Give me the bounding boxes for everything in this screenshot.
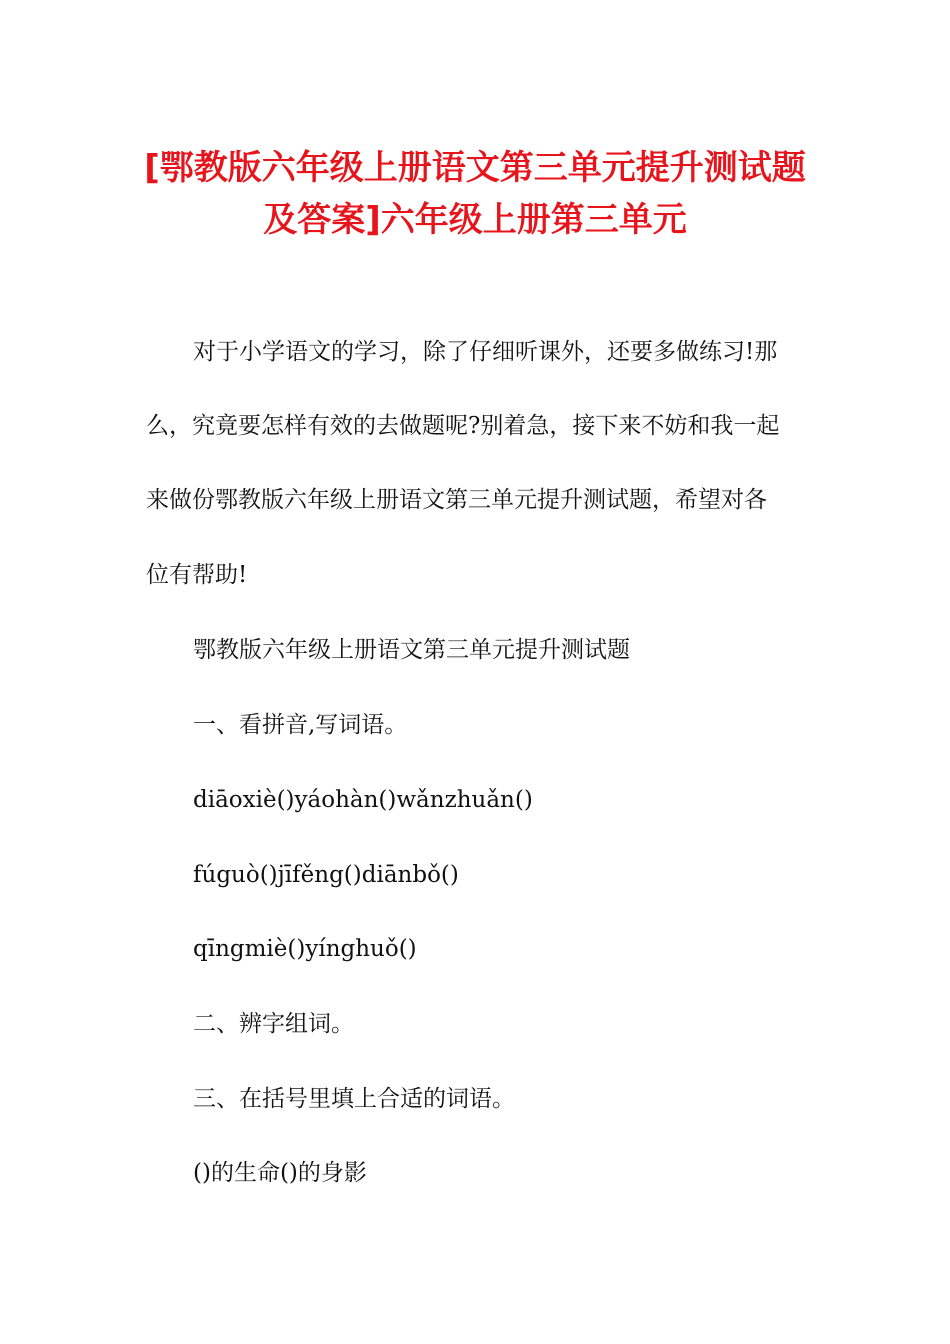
intro-paragraph-line-3: 来做份鄂教版六年级上册语文第三单元提升测试题，希望对各 <box>146 487 767 513</box>
intro-paragraph-line-1: 对于小学语文的学习，除了仔细听课外，还要多做练习!那 <box>193 339 778 365</box>
pinyin-row-1: diāoxiè()yáohàn()wǎnzhuǎn() <box>193 787 533 813</box>
document-title-line-2: 及答案]六年级上册第三单元 <box>263 200 687 240</box>
test-subtitle: 鄂教版六年级上册语文第三单元提升测试题 <box>193 637 630 663</box>
intro-paragraph-line-4: 位有帮助! <box>146 562 248 588</box>
pinyin-row-2: fúguò()jīfěng()diānbǒ() <box>193 862 459 888</box>
section-2-heading: 二、辨字组词。 <box>193 1011 354 1037</box>
fill-in-row-1: ()的生命()的身影 <box>193 1160 367 1186</box>
intro-paragraph-line-2: 么，究竟要怎样有效的去做题呢?别着急，接下来不妨和我一起 <box>146 413 780 439</box>
section-1-heading: 一、看拼音,写词语。 <box>193 712 408 738</box>
pinyin-row-3: qīngmiè()yínghuǒ() <box>193 936 417 962</box>
section-3-heading: 三、在括号里填上合适的词语。 <box>193 1086 515 1112</box>
document-title-line-1: [鄂教版六年级上册语文第三单元提升测试题 <box>144 148 806 188</box>
